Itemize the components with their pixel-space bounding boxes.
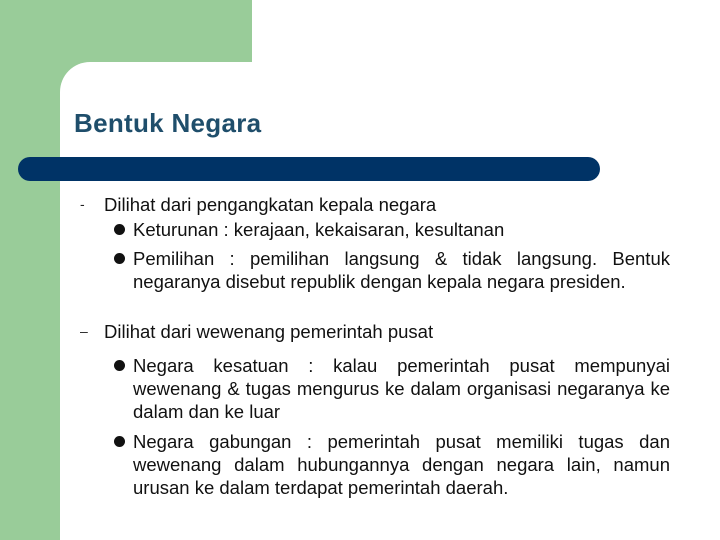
list-item-text: Pemilihan : pemilihan langsung & tidak langsung. Bentuk negaranya disebut republik dengan kepala negara presiden.	[133, 248, 670, 292]
list-item-text: Negara gabungan : pemerintah pusat memiliki tugas dan wewenang dalam hubungannya dengan negara lain, namun urusan ke dalam terdapat pemerintah daerah.	[133, 431, 670, 498]
bullet-icon	[114, 224, 125, 235]
bullet-icon	[114, 360, 125, 371]
bullet-icon	[114, 436, 125, 447]
dash-marker: -	[80, 196, 85, 212]
slide-title: Bentuk Negara	[74, 108, 262, 138]
bullet-icon	[114, 253, 125, 264]
list-item-text: Negara kesatuan : kalau pemerintah pusat mempunyai wewenang & tugas mengurus ke dalam organisasi negaranya ke dalam dan ke luar	[133, 355, 670, 422]
dash-marker: –	[80, 323, 88, 339]
list-item-level2	[133, 354, 670, 423]
list-item-level1	[80, 320, 434, 343]
list-item-text: Keturunan : kerajaan, kekaisaran, kesultanan	[133, 219, 505, 240]
list-item-text: Dilihat dari wewenang pemerintah pusat	[104, 321, 434, 342]
list-item-text: Dilihat dari pengangkatan kepala negara	[104, 194, 437, 215]
list-item-level1	[80, 193, 437, 216]
list-item-level2	[133, 247, 670, 293]
list-item-level2	[133, 218, 670, 241]
list-item-level2	[133, 430, 670, 499]
